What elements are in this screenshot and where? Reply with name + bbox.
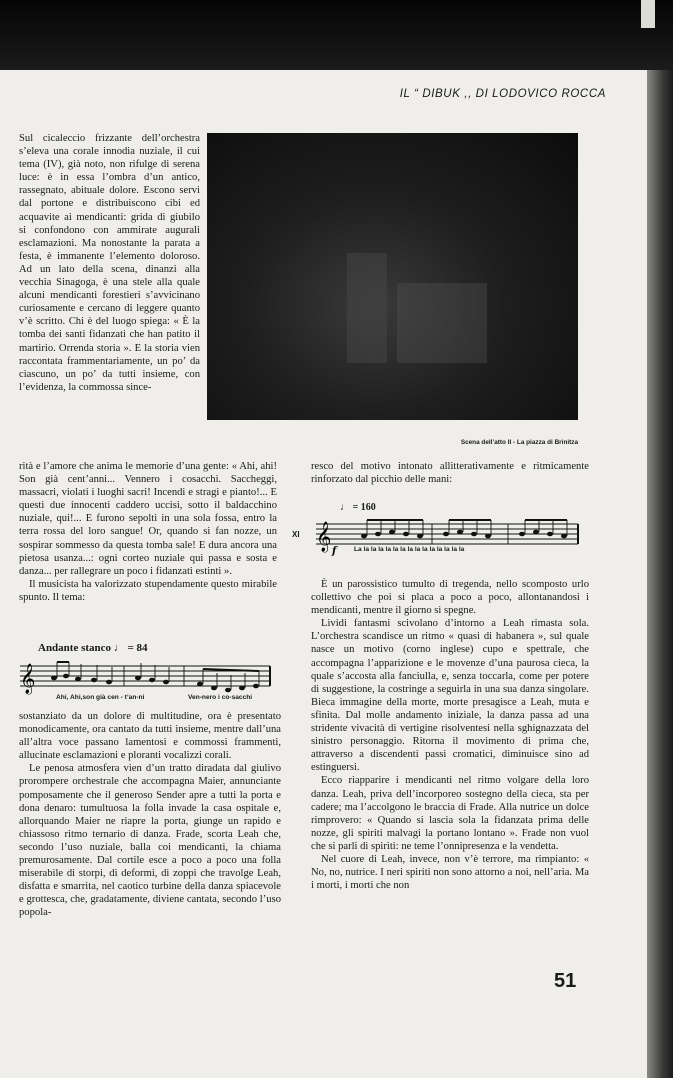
right-column-intro [311, 460, 589, 486]
svg-text:f: f [332, 546, 337, 557]
magazine-page [0, 70, 650, 1078]
photo-caption: Scena dell’atto II - La piazza di Brinitza [460, 439, 578, 446]
paragraph: È un parossistico tumulto di tregenda, nello scomposto urlo collettivo che poi si placa a poco a poco, allontanandosi i mendicanti, mentre il giorno si spegne. [311, 579, 589, 617]
paragraph: Lividi fantasmi scivolano d’intorno a Leah rimasta sola. L’orchestra scandisce un ritmo « quasi di habanera », sul quale nasce un motivo (corno inglese) cupo e spettrale, che accompagna l’apparizione e le movenze d’una paurosa cieca, la quale s’accosta alla fanciulla, e, senza toccarla, come per potere di suggestione, la costringe a seguirla in una sua danza singolare. Bieca immagine della morte, morte presagisce a Leah, muta e sfinita. Dal molle andamento iniziale, la danza passa ad una stridente vivacità di vertigine risolventesi nella sghignazzata del sinistro personaggio. Ritorna il movimento di prima che, attraverso a discendenti passi cromatici, diminuisce sino ad estinguersi. [311, 618, 589, 774]
music-example-left [14, 642, 276, 706]
left-column-top [19, 132, 200, 394]
page-number: 51 [554, 970, 577, 992]
paragraph: Sul cicaleccio frizzante dell’orchestra s’eleva una corale innodia nuziale, il cui tema (IV), già noto, non rifulge di serena luce: è in essa l’ombra d’un antico, rassegnato, abituale dolore. Escono servi dal portone e distribuiscono cibi ed acquavite ai mendicanti: grida di giubilo si confondono con ammirate augurali esclamazioni. Ma nonostante la parata a festa, è immanente l’elemento doloroso. Ad un lato della scena, dinanzi alla vecchia Sinagoga, è una stele alla quale alcuni mendicanti forestieri s’avvicinano curiosamente e cercano di leggere quanto v’è scritto. Chi è del luogo spiega: « È la tomba dei santi fidanzati che han patito il martirio. Orrenda storia ». E la storia vien raccontata frammentariamente, un po’ da ciascuno, un po’ da tutti insieme, con l’evidenza, la commossa since- [19, 133, 200, 393]
left-column-bottom [19, 710, 281, 920]
page-tab [641, 0, 655, 28]
photo-figure [347, 253, 387, 363]
paragraph: Ecco riapparire i mendicanti nel ritmo volgare della loro danza. Leah, priva dell’incorporeo sostegno della cieca, sta per cadere; ma l’accolgono le braccia di Frade. Alla nutrice un dolce rimprovero: « Quando si lascia sola la fidanzata prima delle nozze, gli spiriti malvagi la portano lontano ». Frade non vuol che si parli di spiriti: ne teme l’onnipresenza e la vendetta. [311, 775, 589, 852]
tempo-marking: Andante stanco ♩ = 84 [38, 642, 148, 654]
photo-building [397, 283, 487, 363]
paragraph: sostanziato da un dolore di multitudine, ora è presentato monodicamente, ora cantato da tutti insieme, mentre dall’una all’altra voce passano lamentosi e commossi frammenti, allucinate esclamazioni e ploranti vocalizzi corali. [19, 711, 281, 762]
svg-text:𝄞: 𝄞 [20, 664, 36, 694]
left-column-middle [19, 460, 277, 604]
lyrics-line-2: Ven-nero i co-sacchi [188, 694, 253, 701]
scene-photo [207, 133, 578, 420]
lyrics-line: La la la la la la la la la la la la la la la [354, 546, 465, 553]
paragraph: Le penosa atmosfera vien d’un tratto diradata dal giulivo prorompere orchestrale che accompagna Maier, annunciante pomposamente che il generoso Sender apre a tutti la porta e dona denaro: tumultuosa la folla invade la casa ospitale e, allorquando Maier ne riapre la porta, giunge un rapido e chiassoso ritmo ternario di danza. Frade, scorta Leah che, secondo l’uso nuziale, balla coi mendicanti, la chiama premurosamente. Dal cortile esce a poco a poco una folla miserabile di storpi, di deformi, di zoppi che travolge Leah, disfatta e smarrita, nel caotico turbine della danza spiacevole e grottesca, che, gradatamente, diviene cantata, secondo l’uso popola- [19, 763, 281, 919]
paragraph: Il musicista ha valorizzato stupendamente questo mirabile spunto. Il tema: [19, 578, 277, 603]
page-spine-shadow [647, 70, 673, 1078]
paragraph: resco del motivo intonato allitterativamente e ritmicamente rinforzato dal picchio delle mani: [311, 461, 589, 486]
example-number: XI [292, 530, 300, 539]
paragraph: rità e l’amore che anima le memorie d’una gente: « Ahi, ahi! Son già cent’anni... Vennero i cosacchi. Saccheggi, massacri, violati i luoghi sacri! Incendi e stragi e pianto!... E questi due innocenti caddero uccisi, sotto il baldacchino nuziale, qui!... E furono sepolti in una sola fossa, entro la terra rossa del loro sangue! Or, quando si fan nozze, un sospirar sommesso da questa tomba sale! E dura ancora una pietosa usanza...: ogni corteo nuziale qui passa e sosta e danza... per rallegrare un poco i fidanzati estinti ». [19, 461, 277, 577]
paragraph: Nel cuore di Leah, invece, non v’è terrore, ma rimpianto: « No, no, nutrice. I neri spiriti non sono attorno a noi, nell’aria. Ma i morti, i morti che non [311, 853, 589, 892]
svg-text:𝄞: 𝄞 [316, 522, 332, 552]
scan-top-shadow [0, 0, 673, 70]
tempo-marking: ♩ = 160 [340, 502, 376, 513]
lyrics-line-1: Ahi, Ahi,son già cen - t’an-ni [56, 694, 145, 701]
right-column-body [311, 578, 589, 892]
music-example-right [292, 502, 584, 568]
running-head: IL “ DIBUK ,, DI LODOVICO ROCCA [399, 88, 606, 100]
